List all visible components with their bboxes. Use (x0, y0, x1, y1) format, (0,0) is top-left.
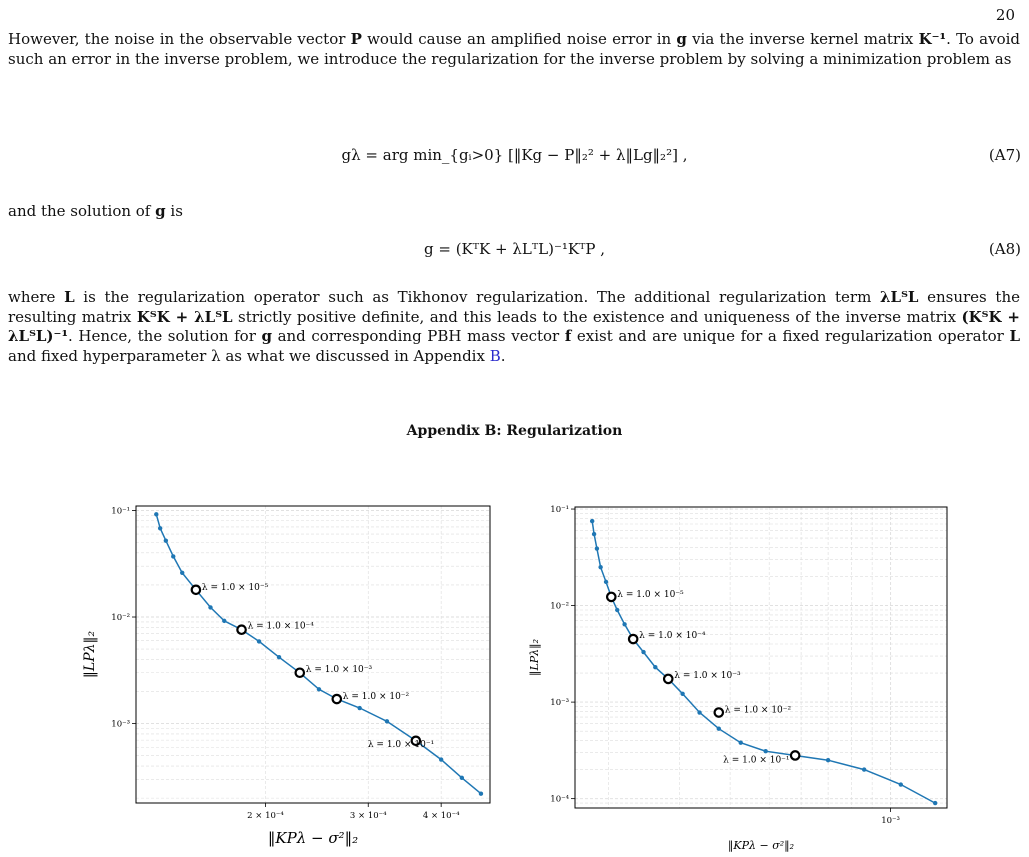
x-axis-label: ‖KPλ − σ²‖₂ (267, 829, 359, 847)
data-point (862, 767, 866, 771)
x-tick-label: 3 × 10⁻⁴ (349, 811, 387, 821)
right-lcurve-chart (520, 500, 950, 857)
equation-a8-label: (A8) (988, 240, 1021, 258)
equation-a7-body: gλ = arg min_{gᵢ>0} [‖Kg − P‖₂² + λ‖Lg‖₂²] , (341, 146, 688, 164)
lambda-label: λ = 1.0 × 10⁻³ (305, 664, 373, 675)
data-point (317, 687, 321, 691)
lambda-label: λ = 1.0 × 10⁻³ (674, 670, 741, 681)
data-point (164, 538, 168, 542)
equation-a8-body: g = (KᵀK + λLᵀL)⁻¹KᵀP , (423, 240, 606, 258)
y-axis-label: ‖LPλ‖₂ (528, 638, 541, 677)
equation-a7-label: (A7) (988, 146, 1021, 164)
lambda-marker (296, 669, 304, 677)
equation-a8 (0, 240, 1029, 264)
y-tick-label: 10⁻³ (550, 698, 569, 709)
data-point (615, 608, 619, 612)
lambda-marker (333, 695, 341, 703)
data-point (604, 580, 608, 584)
data-point (590, 519, 594, 523)
equation-a7 (0, 146, 1029, 170)
y-tick-label: 10⁻¹ (111, 506, 130, 517)
inverse-kernel: K⁻¹ (918, 30, 947, 48)
section-heading: Appendix B: Regularization (406, 423, 623, 439)
vector-p: P (350, 30, 362, 48)
data-point (222, 619, 226, 623)
y-tick-label: 10⁻² (111, 613, 130, 624)
data-point (763, 749, 767, 753)
lambda-label: λ = 1.0 × 10⁻⁴ (639, 631, 706, 642)
data-point (717, 727, 721, 731)
lambda-marker (607, 593, 615, 601)
page-number: 20 (995, 6, 1015, 24)
data-point (208, 605, 212, 609)
x-axis-label: ‖KPλ − σ²‖₂ (727, 839, 795, 852)
data-point (641, 650, 645, 654)
data-point (653, 665, 657, 669)
grid-lines (136, 506, 490, 803)
lambda-marker (192, 586, 200, 594)
y-axis-label: ‖LPλ‖₂ (82, 630, 98, 679)
data-point (592, 532, 596, 536)
data-point (180, 571, 184, 575)
x-tick-label: 10⁻³ (881, 816, 900, 826)
data-point (158, 526, 162, 530)
lambda-marker (664, 675, 672, 683)
paragraph-regularization: where L is the regularization operator such as Tikhonov regularization. The additional regularization term λLᵀL ensures the resulting matrix KᵀK + λLᵀL strictly positive definite, and this leads to the existence and uniqueness of the inverse matrix (KᵀK + λLᵀL)⁻¹. Hence, the solution for g and corresponding PBH mass vector f exist and are unique for a fixed regularization operator L and fixed hyperparameter λ as what we discussed in Appendix B. (8, 288, 1021, 365)
data-point (680, 692, 684, 696)
data-point (257, 639, 261, 643)
lambda-label: λ = 1.0 × 10⁻⁵ (617, 589, 684, 600)
x-tick-label: 2 × 10⁻⁴ (247, 811, 284, 821)
data-point (479, 792, 483, 796)
data-point (622, 622, 626, 626)
y-tick-label: 10⁻³ (111, 719, 130, 730)
lambda-label: λ = 1.0 × 10⁻² (342, 692, 410, 703)
y-tick-label: 10⁻¹ (550, 505, 569, 516)
data-point (154, 512, 158, 516)
lambda-label: λ = 1.0 × 10⁻⁴ (247, 621, 314, 632)
data-point (739, 740, 743, 744)
data-point (439, 757, 443, 761)
appendix-b-link[interactable]: B (489, 346, 501, 365)
lambda-marker (791, 751, 799, 759)
data-point (826, 758, 830, 762)
lambda-marker (715, 708, 723, 716)
lambda-label: λ = 1.0 × 10⁻¹ (367, 739, 435, 750)
x-tick-label: 4 × 10⁻⁴ (422, 811, 460, 821)
lambda-label: λ = 1.0 × 10⁻⁵ (201, 582, 269, 593)
data-point (277, 655, 281, 659)
solution-intro: and the solution of g is (8, 202, 183, 220)
lambda-label: λ = 1.0 × 10⁻¹ (723, 755, 790, 766)
lambda-marker (237, 626, 245, 634)
data-point (171, 554, 175, 558)
plot-frame (136, 506, 490, 803)
data-point (899, 782, 903, 786)
left-lcurve-chart (78, 500, 508, 857)
data-point (385, 719, 389, 723)
y-tick-label: 10⁻⁴ (550, 794, 569, 805)
data-point (357, 706, 361, 710)
data-point (460, 776, 464, 780)
data-point (933, 801, 937, 805)
data-point (697, 710, 701, 714)
lambda-marker (629, 635, 637, 643)
lambda-label: λ = 1.0 × 10⁻² (724, 705, 792, 716)
data-point (595, 546, 599, 550)
vector-g: g (676, 30, 687, 48)
y-tick-label: 10⁻² (550, 601, 569, 612)
paragraph-noise: However, the noise in the observable vector P would cause an amplified noise error in g via the inverse kernel matrix K⁻¹. To avoid such an error in the inverse problem, we introduce the regularization for the inverse problem by solving a minimization problem as (8, 30, 1021, 68)
data-point (598, 565, 602, 569)
series-line (156, 514, 481, 793)
